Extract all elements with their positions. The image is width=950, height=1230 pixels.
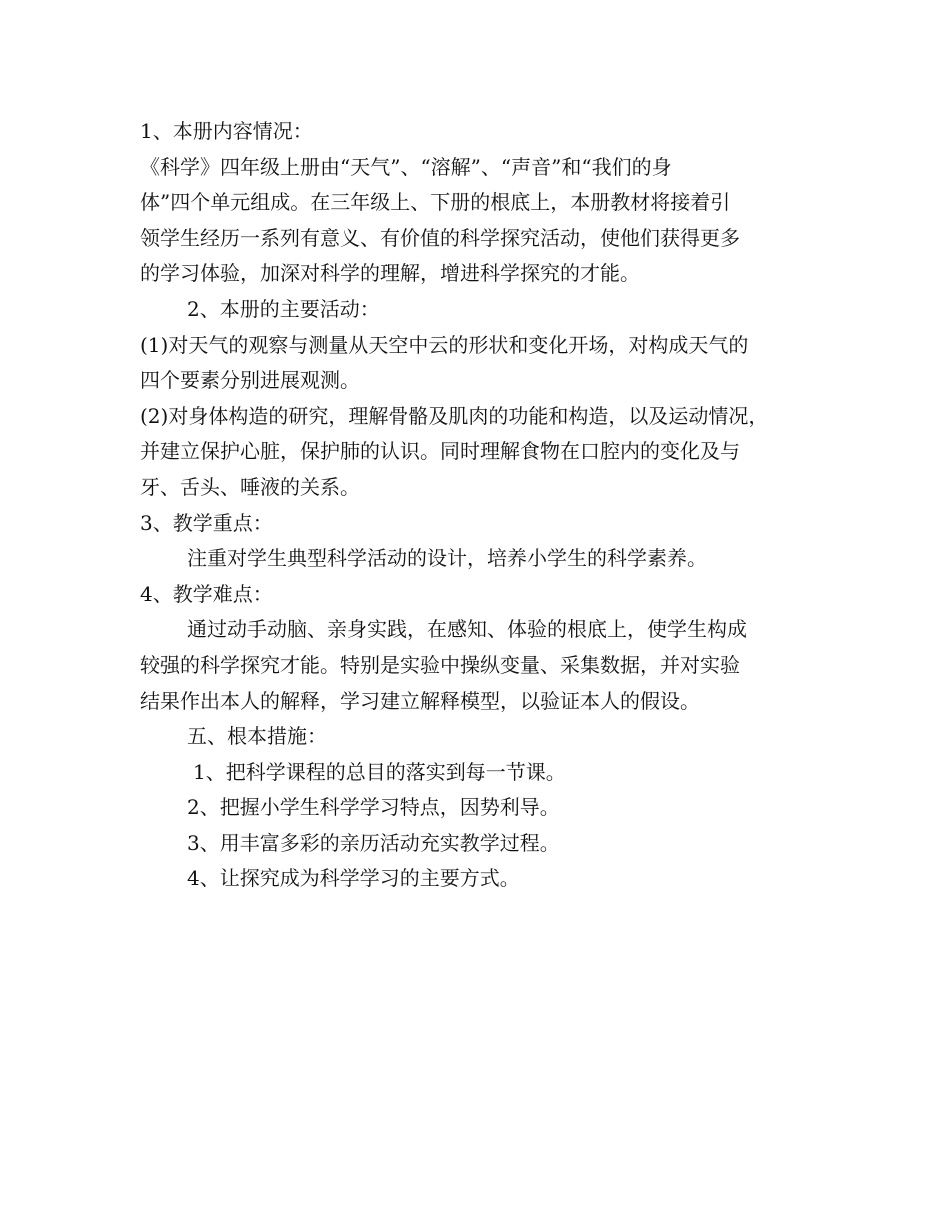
text-line: 结果作出本人的解释，学习建立解释模型，以验证本人的假设。 [140,688,700,713]
text-line: 4、让探究成为科学学习的主要方式。 [187,866,520,891]
text-line: 《科学》四年级上册由“天气”、“溶解”、“声音”和“我们的身 [140,154,672,179]
text-line: 较强的科学探究才能。特别是实验中操纵变量、采集数据，并对实验 [140,652,740,677]
text-line: 3、教学重点： [140,510,273,535]
text-line: (1)对天气的观察与测量从天空中云的形状和变化开场，对构成天气的 [140,332,749,357]
text-line: 2、本册的主要活动： [187,296,380,321]
text-line: 四个要素分别进展观测。 [140,368,360,393]
text-line: 领学生经历一系列有意义、有价值的科学探究活动，使他们获得更多 [140,225,740,250]
text-line: 2、把握小学生科学学习特点，因势利导。 [187,795,560,820]
document-body [140,114,820,897]
text-line: 牙、舌头、唾液的关系。 [140,474,360,499]
text-line: 1、本册内容情况： [140,119,313,143]
text-line: 并建立保护心脏，保护肺的认识。同时理解食物在口腔内的变化及与 [140,439,740,464]
text-line: (2)对身体构造的研究，理解骨骼及肌肉的功能和构造，以及运动情况， [140,403,769,428]
text-line: 的学习体验，加深对科学的理解，增进科学探究的才能。 [140,261,640,286]
text-line: 注重对学生典型科学活动的设计，培养小学生的科学素养。 [187,546,707,571]
text-line: 3、用丰富多彩的亲历活动充实教学过程。 [187,830,560,855]
text-line: 1、把科学课程的总目的落实到每一节课。 [193,759,566,784]
text-line: 通过动手动脑、亲身实践，在感知、体验的根底上，使学生构成 [187,617,747,642]
text-line: 4、教学难点： [140,581,273,606]
text-line: 五、根本措施： [187,724,327,749]
text-line: 体”四个单元组成。在三年级上、下册的根底上，本册教材将接着引 [140,190,731,215]
